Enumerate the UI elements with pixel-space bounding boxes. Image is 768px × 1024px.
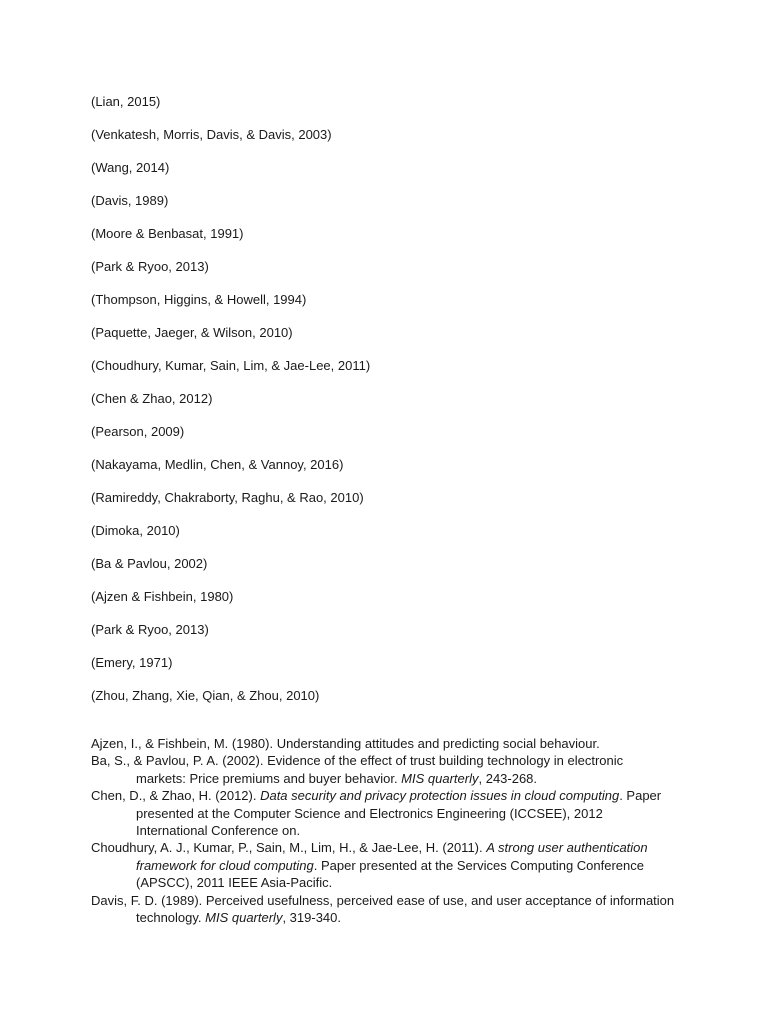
reference-text: Choudhury, A. J., Kumar, P., Sain, M., Lim, H., & Jae-Lee, H. (2011). [91, 840, 487, 856]
citation-item: (Venkatesh, Morris, Davis, & Davis, 2003) [91, 127, 332, 142]
citation-item: (Lian, 2015) [91, 94, 161, 109]
citation-item: (Moore & Benbasat, 1991) [91, 226, 244, 241]
reference-text-tail: . Paper presented at the Computer Science and Electronics Engineering (ICCSEE), 2012 International Conference on. [136, 788, 662, 839]
in-text-citation-list [91, 93, 711, 720]
reference-source-title: A strong user authentication framework for cloud computing [136, 840, 648, 873]
citation-item: (Choudhury, Kumar, Sain, Lim, & Jae-Lee, 2011) [91, 358, 371, 373]
citation-item: (Nakayama, Medlin, Chen, & Vannoy, 2016) [91, 457, 344, 472]
reference-entry [91, 892, 676, 927]
citation-item: (Ajzen & Fishbein, 1980) [91, 589, 234, 604]
reference-text: Chen, D., & Zhao, H. (2012). [91, 788, 261, 804]
citation-item: (Thompson, Higgins, & Howell, 1994) [91, 292, 307, 307]
reference-text: Davis, F. D. (1989). Perceived usefulness, perceived ease of use, and user acceptance of information technology. [91, 892, 675, 926]
reference-source-title: MIS quarterly [401, 770, 479, 786]
reference-entry [91, 839, 676, 891]
reference-entry [91, 752, 676, 787]
citation-item: (Paquette, Jaeger, & Wilson, 2010) [91, 325, 293, 340]
reference-text-tail: . Paper presented at the Services Computing Conference (APSCC), 2011 IEEE Asia-Pacific. [136, 857, 644, 891]
citation-item: (Emery, 1971) [91, 655, 173, 670]
reference-text-tail: , 319-340. [282, 910, 341, 926]
reference-source-title: MIS quarterly [205, 910, 283, 926]
reference-text-tail: , 243-268. [478, 770, 538, 786]
reference-text: Ba, S., & Pavlou, P. A. (2002). Evidence of the effect of trust building technology in electronic markets: Price premiums and buyer behavior. [91, 753, 624, 786]
citation-item: (Zhou, Zhang, Xie, Qian, & Zhou, 2010) [91, 688, 320, 703]
citation-item: (Chen & Zhao, 2012) [91, 391, 213, 406]
citation-item: (Park & Ryoo, 2013) [91, 622, 209, 637]
citation-item: (Dimoka, 2010) [91, 523, 180, 538]
citation-item: (Davis, 1989) [91, 193, 169, 208]
citation-item: (Park & Ryoo, 2013) [91, 259, 209, 274]
reference-text: Ajzen, I., & Fishbein, M. (1980). Understanding attitudes and predicting social behaviour. [91, 736, 600, 751]
reference-source-title: Data security and privacy protection issues in cloud computing [260, 788, 620, 804]
citation-item: (Ramireddy, Chakraborty, Raghu, & Rao, 2010) [91, 490, 364, 505]
citation-item: (Wang, 2014) [91, 160, 170, 175]
reference-list [91, 735, 676, 926]
reference-entry [91, 735, 676, 752]
citation-item: (Ba & Pavlou, 2002) [91, 556, 208, 571]
reference-entry [91, 787, 676, 839]
citation-item: (Pearson, 2009) [91, 424, 185, 439]
